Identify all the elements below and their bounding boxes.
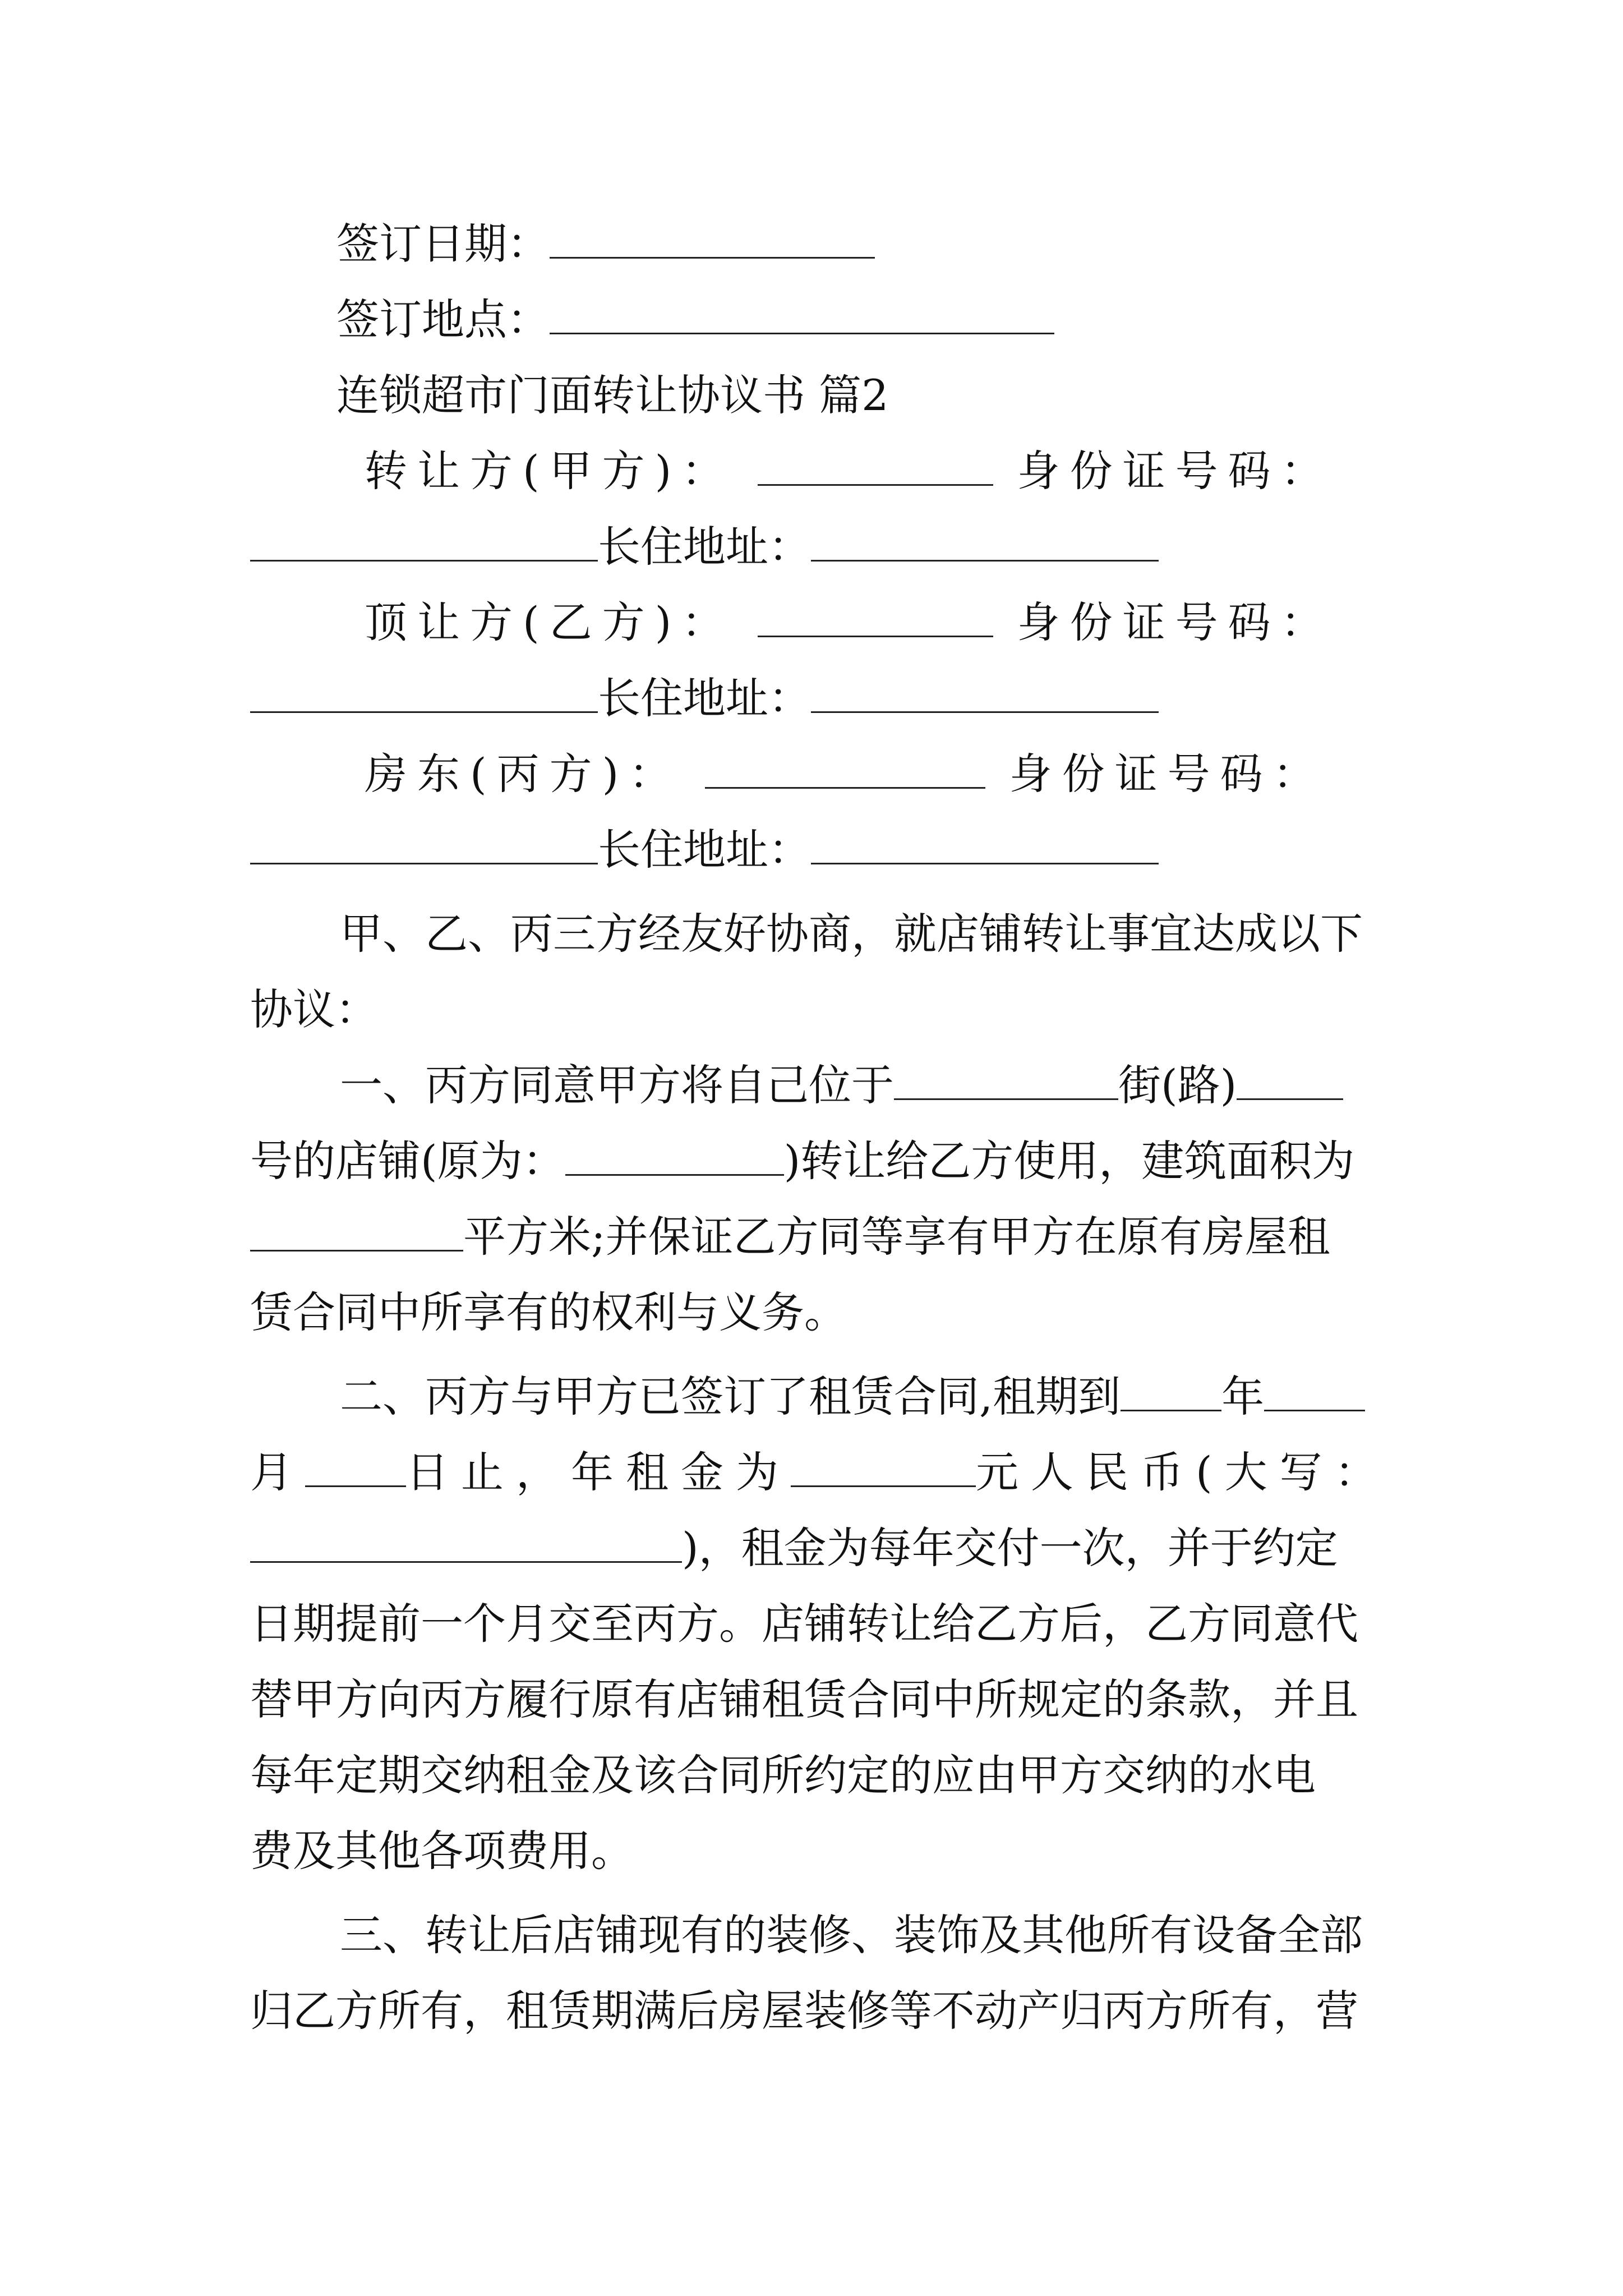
sign-place-blank xyxy=(550,295,1054,334)
number-blank xyxy=(1237,1060,1343,1100)
transferor-line xyxy=(365,443,1380,499)
sign-place-label: 签订地点： xyxy=(336,295,550,344)
transferor-id-label: 身份证号码： xyxy=(1017,446,1334,496)
lease-year-blank xyxy=(1121,1372,1221,1411)
clause-2-line-4: 日期提前一个月交至丙方。店铺转让给乙方后，乙方同意代 xyxy=(250,1599,1358,1649)
intro-line-1: 甲、乙、丙三方经友好协商，就店铺转让事宜达成以下 xyxy=(340,909,1363,959)
landlord-address-blank xyxy=(811,825,1159,864)
transferor-label: 转让方(甲方)： xyxy=(365,446,735,496)
landlord-blank xyxy=(705,749,985,789)
transferee-id-blank xyxy=(250,673,598,713)
clause-2-text-d: 日止，年租金为 xyxy=(406,1447,791,1497)
transferee-label: 顶让方(乙方)： xyxy=(365,597,735,647)
landlord-address-line xyxy=(250,822,1383,878)
clause-2-line-2 xyxy=(250,1444,1390,1501)
sign-date-blank xyxy=(550,219,875,259)
original-use-blank xyxy=(565,1136,784,1176)
clause-2-text-e: 元人民币(大写： xyxy=(976,1447,1390,1497)
sign-place-line xyxy=(336,292,1469,348)
landlord-id-blank xyxy=(250,825,598,864)
clause-2-text-a: 二、丙方与甲方已签订了租赁合同,租期到 xyxy=(340,1372,1121,1421)
lease-month-blank xyxy=(1264,1372,1365,1411)
transferor-address-blank xyxy=(811,522,1159,562)
clause-2-text-b: 年 xyxy=(1221,1372,1265,1421)
clause-1-text-d: )转让给乙方使用，建筑面积为 xyxy=(783,1136,1355,1186)
transferee-line xyxy=(365,595,1380,651)
clause-1-text-b: 街(路) xyxy=(1118,1060,1237,1110)
area-blank xyxy=(250,1212,463,1251)
clause-2-line-6: 每年定期交纳租金及该合同所约定的应由甲方交纳的水电 xyxy=(250,1750,1316,1800)
transferee-address-line xyxy=(250,670,1383,726)
clause-1-line-1 xyxy=(340,1057,1383,1114)
transferee-address-label: 长住地址： xyxy=(598,673,811,723)
transferor-address-label: 长住地址： xyxy=(598,522,811,572)
sign-date-label: 签订日期： xyxy=(336,219,550,269)
intro-line-2: 协议： xyxy=(250,984,378,1034)
transferor-blank xyxy=(758,446,993,486)
transferee-address-blank xyxy=(811,673,1159,713)
clause-1-line-2 xyxy=(250,1133,1383,1189)
clause-1-line-4: 赁合同中所享有的权利与义务。 xyxy=(250,1287,847,1337)
street-blank xyxy=(894,1060,1118,1100)
annual-rent-blank xyxy=(791,1447,976,1487)
transferor-id-blank xyxy=(250,522,598,562)
transferor-address-line xyxy=(250,519,1383,575)
transferee-blank xyxy=(758,597,993,637)
clause-2-line-1 xyxy=(340,1369,1383,1425)
lease-day-blank xyxy=(305,1447,406,1487)
clause-2-text-f: )，租金为每年交付一次，并于约定 xyxy=(682,1523,1338,1573)
sign-date-line xyxy=(336,216,1469,272)
clause-3-line-1: 三、转让后店铺现有的装修、装饰及其他所有设备全部 xyxy=(340,1910,1363,1960)
rent-uppercase-blank xyxy=(250,1523,682,1563)
clause-1-text-c: 号的店铺(原为： xyxy=(250,1136,565,1186)
section-title: 连锁超市门面转让协议书 篇2 xyxy=(336,370,889,420)
clause-2-text-c: 月 xyxy=(250,1447,305,1497)
clause-2-line-7: 费及其他各项费用。 xyxy=(250,1826,634,1876)
clause-3-line-2: 归乙方所有，租赁期满后房屋装修等不动产归丙方所有，营 xyxy=(250,1986,1358,2036)
landlord-address-label: 长住地址： xyxy=(598,825,811,875)
clause-1-line-3 xyxy=(250,1209,1383,1265)
landlord-label: 房东(丙方)： xyxy=(365,749,682,799)
clause-2-line-5: 替甲方向丙方履行原有店铺租赁合同中所规定的条款，并且 xyxy=(250,1674,1358,1724)
clause-1-text-e: 平方米;并保证乙方同等享有甲方在原有房屋租 xyxy=(463,1212,1330,1262)
landlord-line xyxy=(365,746,1380,802)
clause-1-text-a: 一、丙方同意甲方将自己位于 xyxy=(340,1060,894,1110)
clause-2-line-3 xyxy=(250,1520,1383,1576)
transferee-id-label: 身份证号码： xyxy=(1017,597,1334,647)
landlord-id-label: 身份证号码： xyxy=(1009,749,1326,799)
